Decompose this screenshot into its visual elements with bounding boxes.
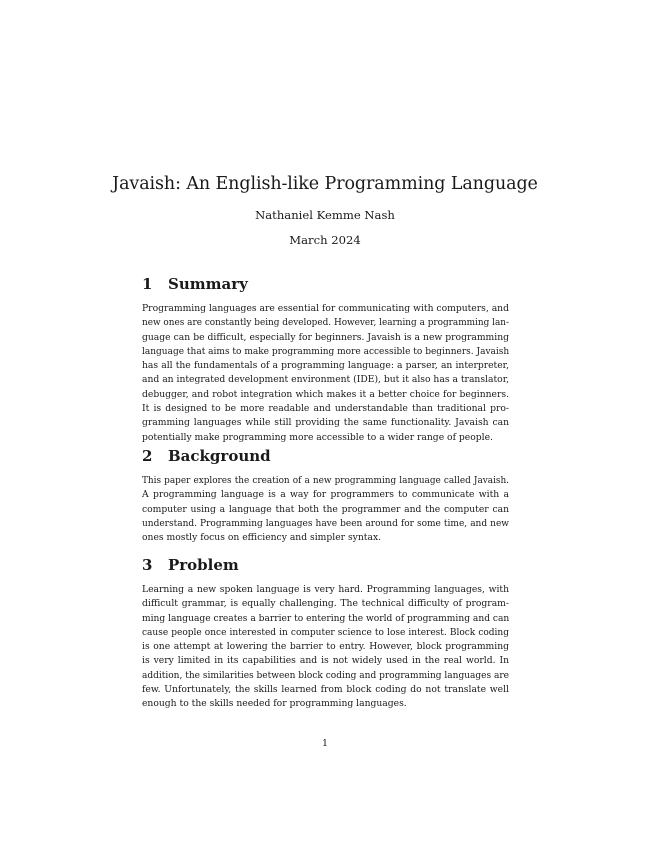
text-line: Programming languages are essential for communicating with computers, and <box>142 303 509 314</box>
text-line: difficult grammar, is equally challenging. The technical difficulty of program- <box>142 598 509 610</box>
text-line: Learning a new spoken language is very hard. Programming languages, with <box>142 584 509 595</box>
text-line: gramming languages while still providing the same functionality. Javaish can <box>142 417 509 429</box>
text-line: It is designed to be more readable and understandable than traditional pro- <box>142 403 509 415</box>
paper-date: March 2024 <box>289 233 361 247</box>
text-line: and an integrated development environment (IDE), but it also has a translator, <box>142 374 509 386</box>
section-title: Problem <box>168 556 239 574</box>
text-line: potentially make programming more accessible to a wider range of people. <box>142 431 493 443</box>
section-title: Background <box>168 447 271 465</box>
text-line: This paper explores the creation of a new programming language called Javaish. <box>142 476 509 486</box>
text-line: ming language creates a barrier to entering the world of programming and can <box>142 613 510 624</box>
text-line: few. Unfortunately, the skills learned from block coding do not translate well <box>142 684 509 696</box>
section-heading-problem <box>142 555 239 575</box>
paper-title: Javaish: An English-like Programming Language <box>112 174 538 194</box>
text-line: A programming language is a way for programmers to communicate with a <box>142 489 509 501</box>
section-paragraph-summary <box>142 302 509 445</box>
text-line: enough to the skills needed for programming languages. <box>142 698 407 710</box>
paper-author: Nathaniel Kemme Nash <box>255 208 395 222</box>
text-line: ones mostly focus on efficiency and simpler syntax. <box>142 532 382 544</box>
text-line: addition, the similarities between block coding and programming languages are <box>142 670 509 681</box>
section-number: 1 <box>142 275 153 293</box>
section-heading-summary <box>142 274 248 294</box>
text-line: new ones are constantly being developed. However, learning a programming lan- <box>142 318 509 329</box>
text-line: is one attempt at lowering the barrier to entry. However, block programming <box>142 641 509 653</box>
text-line: understand. Programming languages have been around for some time, and new <box>142 518 509 529</box>
section-heading-background <box>142 446 271 466</box>
section-title: Summary <box>168 275 248 293</box>
section-number: 2 <box>142 447 153 465</box>
text-line: guage can be difficult, especially for beginners. Javaish is a new programming <box>142 331 509 343</box>
page-number: 1 <box>321 738 329 749</box>
text-line: language that aims to make programming more accessible to beginners. Javaish <box>142 346 510 357</box>
text-line: cause people once interested in computer science to lose interest. Block coding <box>142 627 509 638</box>
text-line: computer using a language that both the programmer and the computer can <box>142 503 509 515</box>
text-line: debugger, and robot integration which makes it a better choice for beginners. <box>142 388 509 400</box>
section-paragraph-problem <box>142 583 509 712</box>
text-line: has all the fundamentals of a programming language: a parser, an interpreter, <box>142 360 509 372</box>
section-paragraph-background <box>142 474 509 545</box>
text-line: is very limited in its capabilities and is not widely used in the real world. In <box>142 655 509 667</box>
section-number: 3 <box>142 556 153 574</box>
